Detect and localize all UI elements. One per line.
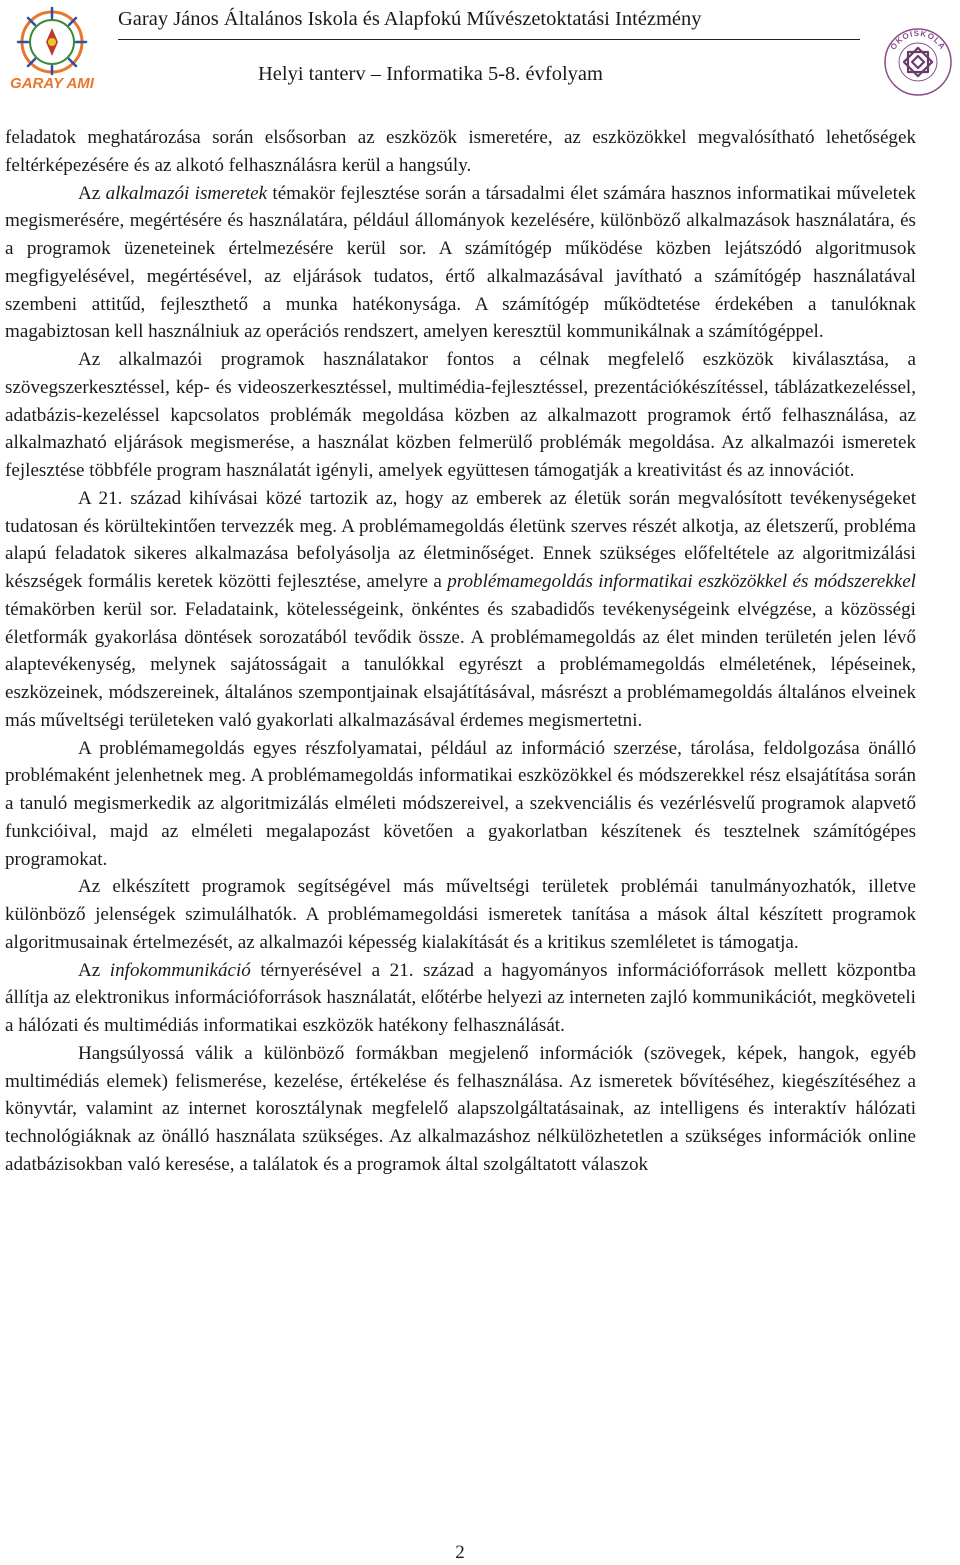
body-text bbox=[5, 124, 916, 1179]
page-number: 2 bbox=[455, 1542, 465, 1563]
svg-text:ÖKOISKOLA: ÖKOISKOLA bbox=[888, 28, 948, 52]
page-header bbox=[0, 0, 960, 100]
eco-school-seal bbox=[882, 26, 954, 98]
paragraph: Az elkészített programok segítségével más műveltségi területek problémái tanulmányozhatók, illetve különböző jelenségek szimulálhatók. A problémamegoldási ismeretek tanítása a mások által készített programok algoritmusainak értelmezését, az alkalmazói képesség kialakítását és a kritikus szemléletet is támogatja. bbox=[5, 876, 916, 953]
paragraph: Az infokommunikáció térnyerésével a 21. század a hagyományos információforrások mellett központba állítja az elektronikus információforrások használatát, előtérbe helyezi az interneten zajló kommunikációt, megköveteli a hálózati és multimédiás informatikai eszközök hatékony felhasználását. bbox=[5, 959, 916, 1036]
emphasis-term: problémamegoldás informatikai eszközökkel és módszerekkel bbox=[447, 571, 916, 592]
svg-text:GARAY AMI: GARAY AMI bbox=[10, 75, 94, 92]
school-name: Garay János Általános Iskola és Alapfokú Művészetoktatási Intézmény bbox=[118, 5, 860, 40]
emphasis-term: infokommunikáció bbox=[109, 959, 251, 981]
paragraph: A problémamegoldás egyes részfolyamatai, például az információ szerzése, tárolása, feldolgozása önálló problémaként jelenhetnek meg. A problémamegoldás informatikai eszközökkel és módszerekkel rész elsajátítása során a tanuló megismerkedik az algoritmizálás elméleti módszereivel, a szekvenciális és vezérlésvelű programok alapvető funkcióival, majd az elméleti megalapozást követően a gyakorlatban készítenek és tesztelnek számítógépes programokat. bbox=[5, 737, 916, 870]
school-logo bbox=[4, 4, 100, 92]
paragraph: feladatok meghatározása során elsősorban az eszközök ismeretére, az eszközökkel megvalósítható lehetőségek feltérképezésére és az alkotó felhasználásra kerül a hangsúly. bbox=[5, 127, 916, 176]
curriculum-subtitle: Helyi tanterv – Informatika 5-8. évfolyam bbox=[258, 63, 603, 85]
paragraph: Az alkalmazói programok használatakor fontos a célnak megfelelő eszközök kiválasztása, a szövegszerkesztéssel, kép- és videoszerkesztéssel, multimédia-fejlesztéssel, prezentációkészítéssel, táblázatkezeléssel, adatbázis-kezeléssel kapcsolatos problémák megoldása közben az alkalmazott programok értő felhasználása, az alkalmazható eljárások megismerése, a használat közben felmerülő problémák megoldása. Az alkalmazói ismeretek fejlesztése többféle program használatát igényli, amelyek együttesen támogatják a kreativitást és az innovációt. bbox=[5, 349, 916, 481]
paragraph: Az alkalmazói ismeretek témakör fejlesztése során a társadalmi élet számára hasznos informatikai műveletek megismerésére, megértésére és használatára, például állományok kezelésére, különböző alkalmazások használatára, és a programok üzeneteinek értelmezésére kerül sor. A számítógép működése közben lejátszódó algoritmusok megfigyelésével, megértésével, az eljárások tudatos, értő alkalmazásával javítható a számítógép használatával szembeni attitűd, fejleszthető a munka hatékonysága. A számítógép működtetése érdekében a tanulóknak magabiztosan kell használniuk az operációs rendszert, amelyen keresztül kommunikálnak a számítógéppel. bbox=[5, 182, 916, 343]
emphasis-term: alkalmazói ismeretek bbox=[105, 182, 268, 204]
paragraph: A 21. század kihívásai közé tartozik az, hogy az emberek az életük során megvalósított tevékenységeket tudatosan és körültekintően tervezzék meg. A problémamegoldás életünk szerves részét alkotja, az életszerű, probléma alapú feladatok sikeres alkalmazása befolyásolja az életminőséget. Ennek szükséges előfeltétele az algoritmizálási készségek formális keretek közötti fejlesztése, amelyre a problémamegoldás informatikai eszközökkel és módszerekkel témakörben kerül sor. Feladataink, kötelességeink, önkéntes és szabadidős tevékenységeink elvégzése, a közösségi életformák gyakorlása döntések sorozatából tevődik össze. A problémamegoldás az élet minden területén jelen lévő alaptevékenység, melynek sajátosságait a tanulókkal egyrészt a problémamegoldás elméletének, lépéseinek, eszközeinek, módszereinek, általános szempontjainak elsajátításával, másrészt a problémamegoldás általános elveinek más műveltségi területeken való gyakorlati alkalmazásával érdemes megismertetni. bbox=[5, 487, 916, 731]
paragraph: Hangsúlyossá válik a különböző formákban megjelenő információk (szövegek, képek, hangok, egyéb multimédiás elemek) felismerése, kezelése, értékelése és felhasználása. Az ismeretek bővítéséhez, kiegészítéséhez a könyvtár, valamint az internet korosztálynak megfelelő alapszolgáltatásainak, az intelligens és interaktív hálózati technológiáknak az önálló használata szükséges. Az alkalmazáshoz nélkülözhetetlen a szükséges információk online adatbázisokban való keresése, a találatok és a programok által szolgáltatott válaszok bbox=[5, 1042, 916, 1175]
